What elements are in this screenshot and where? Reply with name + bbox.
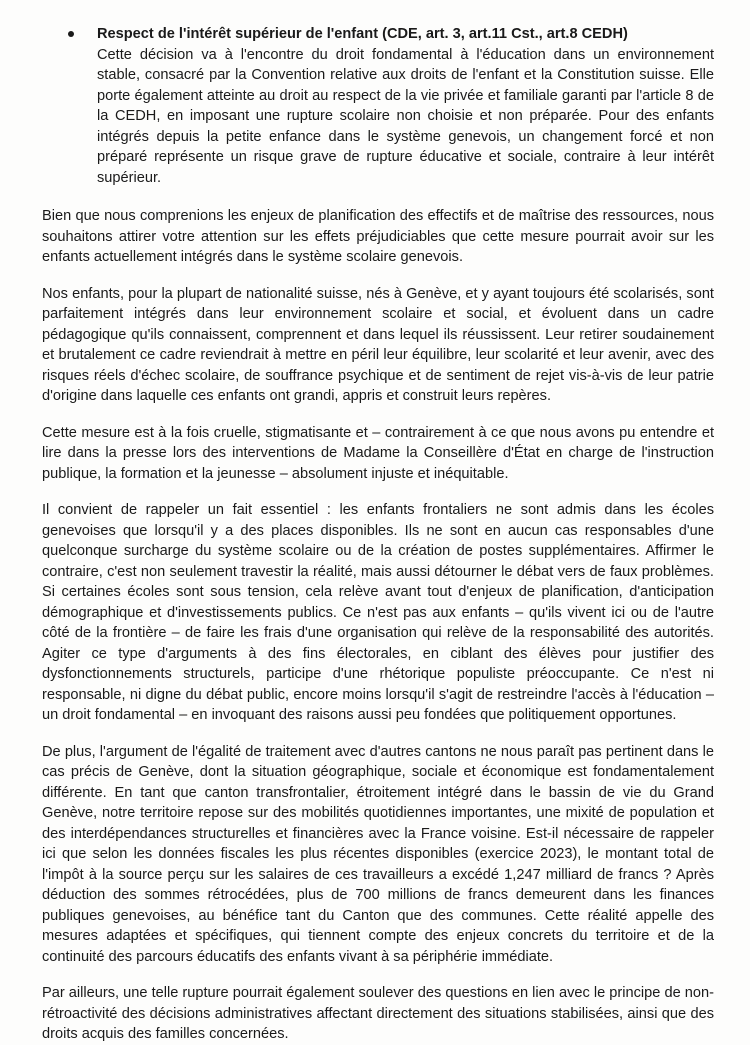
bullet-title: Respect de l'intérêt supérieur de l'enfant (CDE, art. 3, art.11 Cst., art.8 CEDH) <box>97 26 628 42</box>
paragraph-measure: Cette mesure est à la fois cruelle, stigmatisante et – contrairement à ce que nous avons pu entendre et lire dans la presse lors des interventions de Madame la Conseillère d'État en charge de l'instruction publique, la formation et la jeunesse – absolument injuste et inéquitable. <box>42 424 714 482</box>
paragraph-children: Nos enfants, pour la plupart de nationalité suisse, nés à Genève, et y ayant toujours été scolarisés, sont parfaitement intégrés dans leur environnement scolaire et social, et évoluent dans un cadre pédagogique qu'ils connaissent, comprennent et dans lequel ils réussissent. Leur retirer soudainement et brutalement ce cadre reviendrait à mettre en péril leur équilibre, leur scolarité et leur avenir, avec des risques réels d'échec scolaire, de souffrance psychique et de sentiment de rejet vis-à-vis de leur patrie d'origine dans laquelle ces enfants ont grandi, appris et construit leurs repères. <box>42 285 714 404</box>
paragraph-planning: Bien que nous comprenions les enjeux de planification des effectifs et de maîtrise des ressources, nous souhaitons attirer votre attention sur les effets préjudiciables que cette mesure pourrait avoir sur les enfants actuellement intégrés dans le système scolaire genevois. <box>42 208 714 265</box>
bullet-item <box>42 24 714 188</box>
bullet-text: Cette décision va à l'encontre du droit fondamental à l'éducation dans un environnement stable, consacré par la Convention relative aux droits de l'enfant et la Constitution suisse. Elle porte également atteinte au droit au respect de la vie privée et familiale garanti par l'article 8 de la CEDH, en imposant une rupture scolaire non choisie et non préparée. Pour des enfants intégrés depuis la petite enfance dans le système genevois, un changement forcé et non préparé représente un risque grave de rupture éducative et sociale, contraire à leur intérêt supérieur. <box>97 46 714 186</box>
paragraph-retroactivity: Par ailleurs, une telle rupture pourrait également soulever des questions en lien avec le principe de non-rétroactivité des décisions administratives affectant directement des situations stabilisées, ainsi que des droits acquis des familles concernées. <box>42 985 714 1042</box>
paragraph-equality: De plus, l'argument de l'égalité de traitement avec d'autres cantons ne nous paraît pas pertinent dans le cas précis de Genève, dont la situation géographique, sociale et économique est fondamentalement différente. En tant que canton transfrontalier, étroitement intégré dans le bassin de vie du Grand Genève, notre territoire repose sur des mobilités quotidiennes importantes, une mixité de population et des interdépendances structurelles et financières avec la France voisine. Est-il nécessaire de rappeler ici que selon les données fiscales les plus récentes disponibles (exercice 2023), le montant total de l'impôt à la source perçu sur les salaires de ces travailleurs a excédé 1,247 milliard de francs ? Après déduction des sommes rétrocédées, plus de 700 millions de francs demeurent dans les finances publiques genevoises, au bénéfice tant du Canton que des communes. Cette réalité appelle des mesures adaptées et spécifiques, qui tiennent compte des enjeux concrets du territoire et de la continuité des parcours éducatifs des enfants vivant à sa périphérie immédiate. <box>42 743 714 965</box>
bullet-dot-icon <box>68 31 74 37</box>
paragraph-frontaliers: Il convient de rappeler un fait essentiel : les enfants frontaliers ne sont admis dans les écoles genevoises que lorsqu'il y a des places disponibles. Ils ne sont en aucun cas responsables d'une quelconque surcharge du système scolaire ou de la création de postes supplémentaires. Affirmer le contraire, c'est non seulement travestir la réalité, mais aussi détourner le débat vers de faux problèmes. Si certaines écoles sont sous tension, cela relève avant tout d'enjeux de planification, d'anticipation démographique et d'investissements publics. Ce n'est pas aux enfants – qu'ils vivent ici ou de l'autre côté de la frontière – de faire les frais d'une organisation qui relève de la responsabilité des autorités. Agiter ce type d'arguments à des fins électorales, en ciblant des élèves pour justifier des dysfonctionnements structurels, participe d'une rhétorique populiste préoccupante. Ce n'est ni responsable, ni digne du débat public, encore moins lorsqu'il s'agit de restreindre l'accès à l'éducation – un droit fondamental – en invoquant des raisons aussi peu fondées que politiquement opportunes. <box>42 502 714 723</box>
